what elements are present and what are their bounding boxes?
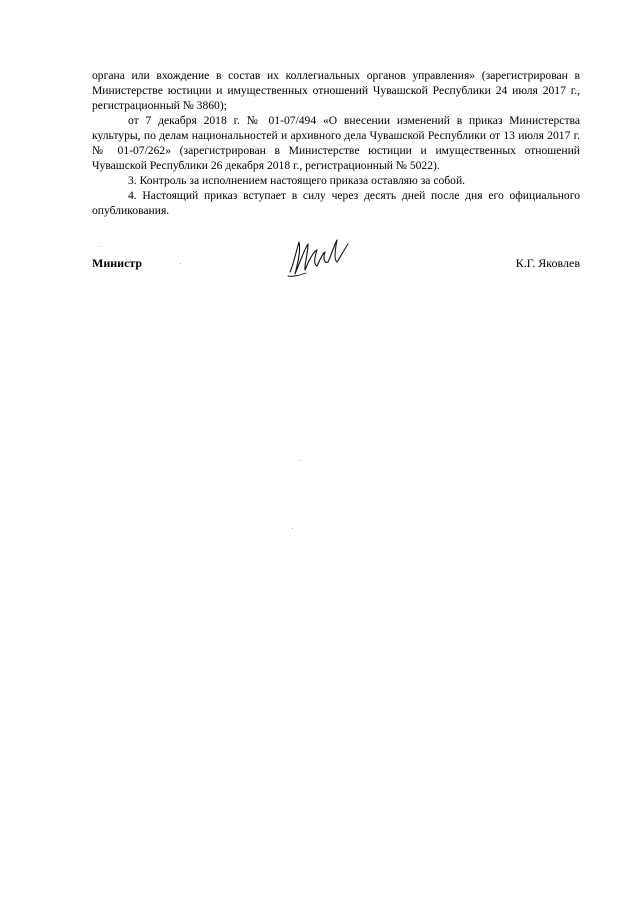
- scan-speck: [300, 460, 301, 461]
- signer-title: Министр: [92, 256, 143, 270]
- document-body: [92, 68, 580, 218]
- handwritten-signature: [284, 232, 354, 282]
- paragraph-effective-date-clause: 4. Настоящий приказ вступает в силу через десять дней после дня его официального опубликования.: [92, 189, 580, 217]
- paragraph-amendment-order: от 7 декабря 2018 г. № 01-07/494 «О внесении изменений в приказ Министерства культуры, по делам национальностей и архивного дела Чувашской Республики от 13 июля 2017 г. № 01-07/262» (зарегистрирован в Министерстве юстиции и имущественных отношений Чувашской Республики 26 декабря 2018 г., регистрационный № 5022).: [92, 114, 580, 172]
- scan-speck: [100, 246, 101, 247]
- paragraph-continuation: органа или вхождение в состав их коллегиальных органов управления» (зарегистрирован в Министерстве юстиции и имущественных отношений Чувашской Республики 24 июля 2017 г., регистрационный № 3860);: [92, 69, 580, 112]
- scan-speck: [180, 263, 181, 264]
- signer-name: К.Г. Яковлев: [515, 256, 580, 270]
- signature-block: [92, 232, 580, 282]
- paragraph-control-clause: 3. Контроль за исполнением настоящего приказа оставляю за собой.: [128, 174, 466, 187]
- scan-speck: [292, 528, 293, 529]
